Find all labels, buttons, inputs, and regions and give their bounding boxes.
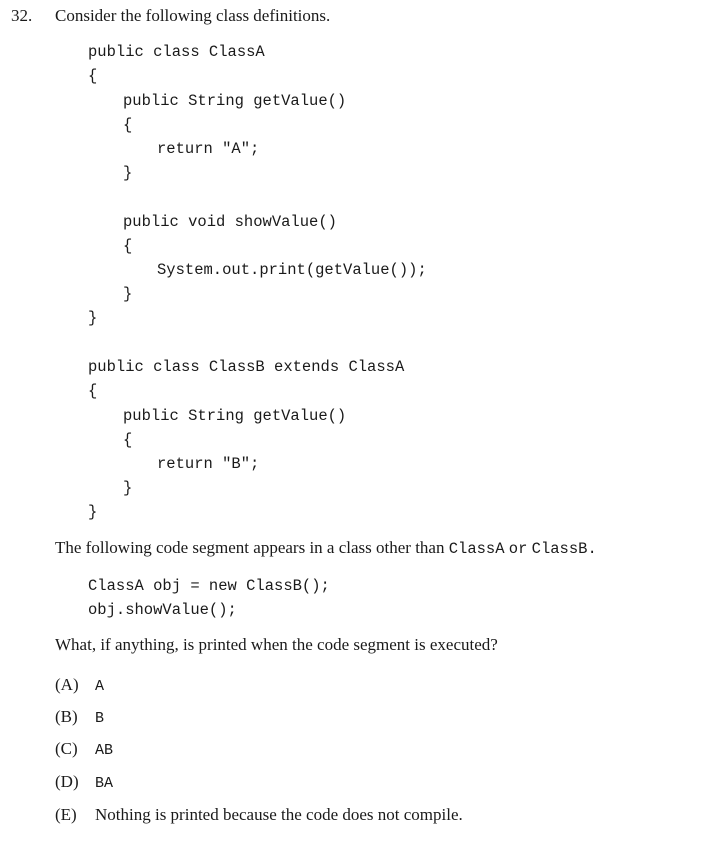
code-line: public class ClassB extends ClassA	[88, 358, 405, 376]
choice-letter: (E)	[55, 805, 77, 824]
choice-text: BA	[95, 775, 114, 792]
code-line: {	[123, 237, 133, 255]
choice-letter: (C)	[55, 739, 78, 758]
code-line: return "B";	[157, 455, 260, 473]
choice-text: B	[95, 710, 105, 727]
choice-text: Nothing is printed because the code does not compile.	[95, 805, 463, 824]
code-line: public void showValue()	[123, 213, 337, 231]
segment-code-block	[88, 576, 588, 624]
choice-letter: (D)	[55, 772, 79, 791]
inline-class-b: ClassB.	[531, 540, 597, 558]
code-line: public class ClassA	[88, 43, 265, 61]
question-number: 32.	[11, 6, 33, 25]
code-line: {	[123, 116, 133, 134]
code-line: ClassA obj = new ClassB();	[88, 577, 330, 595]
question-prompt: Consider the following class definitions.	[55, 6, 331, 25]
inline-class-a: ClassA	[448, 540, 505, 558]
code-line: }	[88, 503, 98, 521]
choice-text: A	[95, 678, 105, 695]
code-line: System.out.print(getValue());	[157, 261, 427, 279]
choice-text: AB	[95, 742, 114, 759]
code-line: {	[88, 67, 98, 85]
answer-choice-d[interactable]	[55, 772, 113, 794]
question-ask: What, if anything, is printed when the code segment is executed?	[55, 635, 498, 654]
choice-letter: (B)	[55, 707, 78, 726]
code-line: public String getValue()	[123, 407, 347, 425]
code-line: public String getValue()	[123, 92, 347, 110]
answer-choice-a[interactable]	[55, 675, 104, 697]
answer-choice-c[interactable]	[55, 739, 113, 761]
code-line: }	[88, 309, 98, 327]
code-line: }	[123, 479, 133, 497]
answer-choice-e[interactable]	[55, 805, 463, 825]
segment-intro	[55, 538, 597, 559]
answer-choice-b[interactable]	[55, 707, 104, 729]
code-line: obj.showValue();	[88, 601, 237, 619]
segment-intro-text: The following code segment appears in a class other than	[55, 538, 445, 557]
code-line: return "A";	[157, 140, 260, 158]
code-line: }	[123, 164, 133, 182]
choice-letter: (A)	[55, 675, 79, 694]
code-line: {	[88, 382, 98, 400]
class-a-code-block	[88, 42, 688, 332]
code-line: {	[123, 431, 133, 449]
class-b-code-block	[88, 357, 688, 527]
code-line: }	[123, 285, 133, 303]
inline-or: or	[508, 540, 528, 558]
